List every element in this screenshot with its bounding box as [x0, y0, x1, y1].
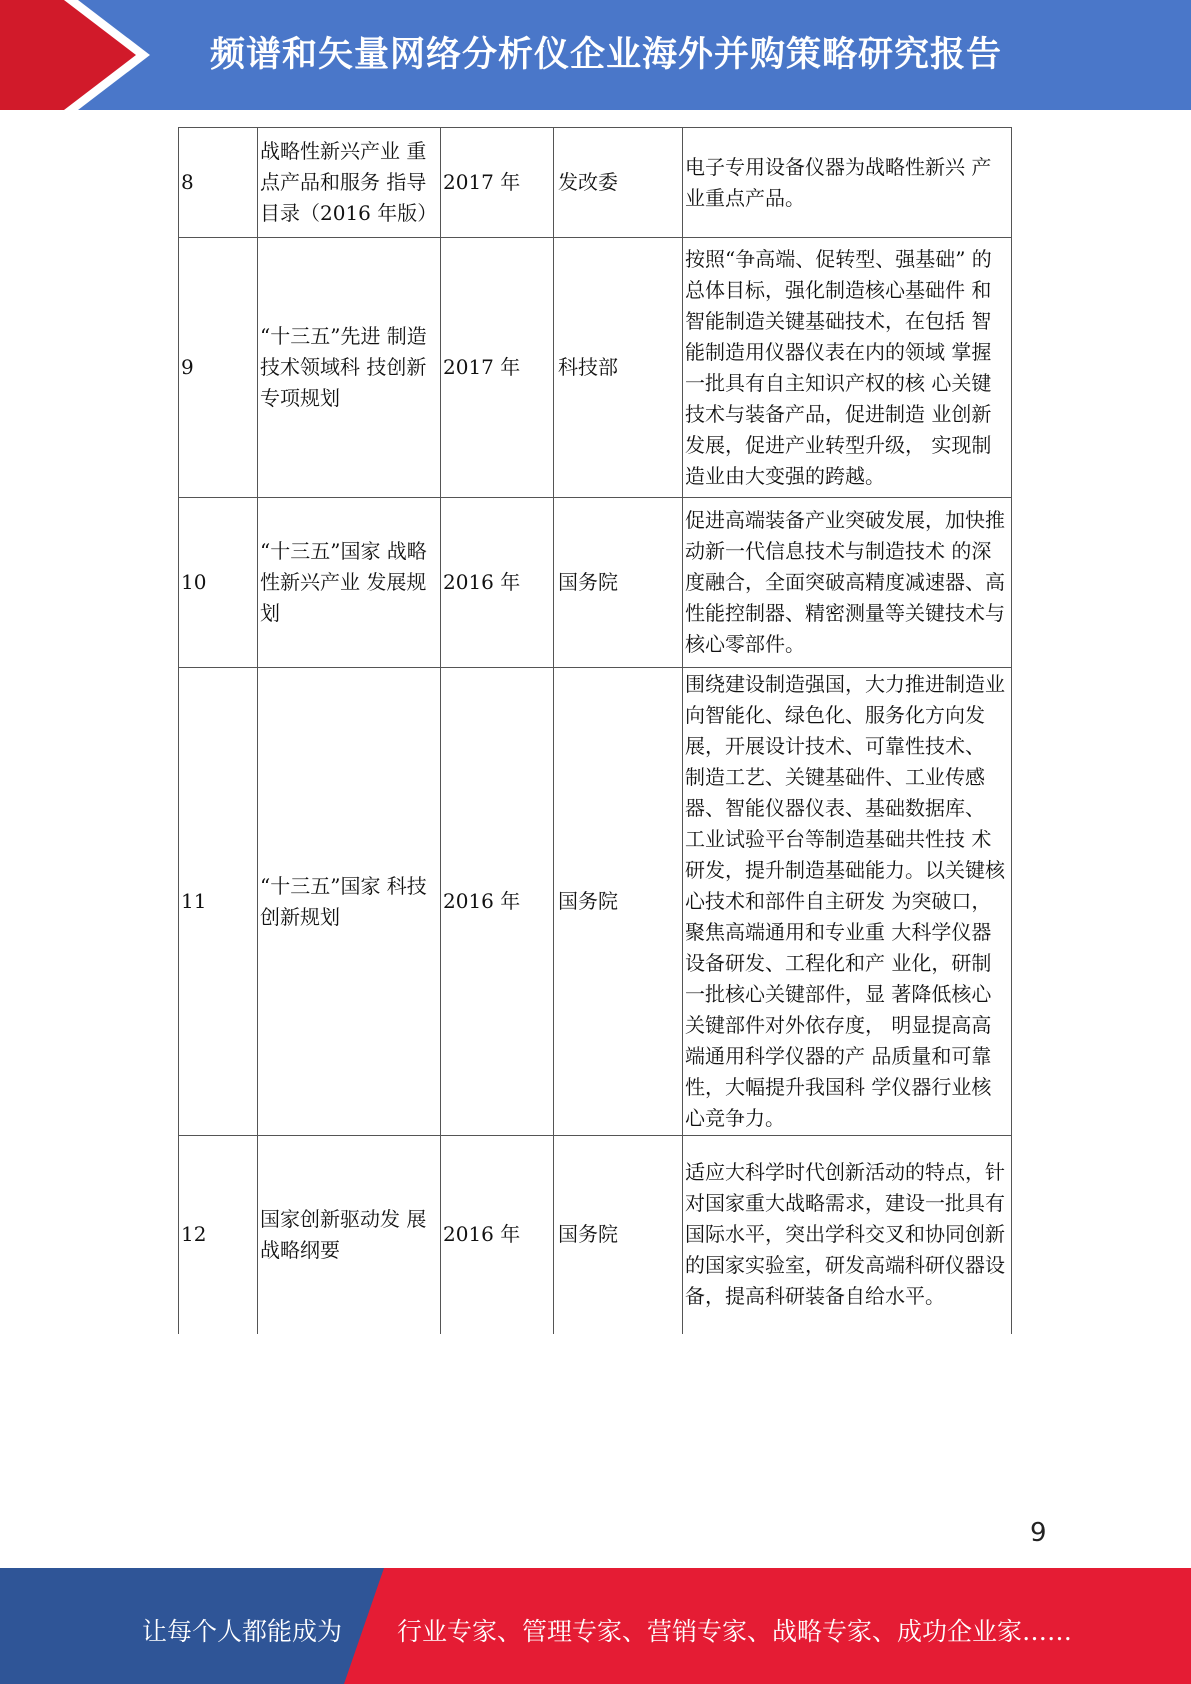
row-number: 9 [179, 238, 258, 498]
row-number: 10 [179, 498, 258, 668]
table-row [179, 128, 1012, 238]
policy-department: 国务院 [554, 1136, 683, 1334]
policy-name: “十三五”国家 科技创新规划 [258, 668, 441, 1136]
policy-description: 电子专用设备仪器为战略性新兴 产业重点产品。 [683, 128, 1012, 238]
table-row [179, 668, 1012, 1136]
policy-year: 2016 年 [441, 668, 554, 1136]
page-number: 9 [1030, 1518, 1047, 1548]
table-row [179, 498, 1012, 668]
policy-department: 国务院 [554, 668, 683, 1136]
policy-description: 促进高端装备产业突破发展，加快推动新一代信息技术与制造技术 的深度融合，全面突破高精度减速器、高性能控制器、精密测量等关键技术与核心零部件。 [683, 498, 1012, 668]
footer-slogan-left: 让每个人都能成为 [142, 1617, 343, 1646]
header-bar [0, 0, 1191, 110]
policy-name: “十三五”先进 制造技术领域科 技创新专项规划 [258, 238, 441, 498]
policy-name: 战略性新兴产业 重点产品和服务 指导目录（2016 年版） [258, 128, 441, 238]
policy-year: 2016 年 [441, 1136, 554, 1334]
policy-year: 2017 年 [441, 238, 554, 498]
policy-description: 按照“争高端、促转型、强基础” 的总体目标，强化制造核心基础件 和智能制造关键基础技术，在包括 智能制造用仪器仪表在内的领域 掌握一批具有自主知识产权的核 心关键技术与装备产品，促进制造 业创新发展，促进产业转型升级， 实现制造业由大变强的跨越。 [683, 238, 1012, 498]
policy-name: “十三五”国家 战略性新兴产业 发展规划 [258, 498, 441, 668]
footer-slogan-right: 行业专家、管理专家、营销专家、战略专家、成功企业家…… [397, 1617, 1073, 1646]
row-number: 8 [179, 128, 258, 238]
table-row [179, 238, 1012, 498]
policy-department: 发改委 [554, 128, 683, 238]
policy-year: 2017 年 [441, 128, 554, 238]
row-number: 12 [179, 1136, 258, 1334]
policy-description: 围绕建设制造强国，大力推进制造业向智能化、绿色化、服务化方向发展，开展设计技术、可靠性技术、 制造工艺、关键基础件、工业传感 器、智能仪器仪表、基础数据库、 工业试验平台等制造基础共性技 术研发，提升制造基础能力。以关键核心技术和部件自主研发 为突破口，聚焦高端通用和专业重 大科学仪器设备研发、工程化和产 业化，研制一批核心关键部件，显 著降低核心关键部件对外依存度， 明显提高高端通用科学仪器的产 品质量和可靠性，大幅提升我国科 学仪器行业核心竞争力。 [683, 668, 1012, 1136]
policy-table [178, 127, 1012, 1334]
policy-department: 国务院 [554, 498, 683, 668]
policy-description: 适应大科学时代创新活动的特点，针对国家重大战略需求，建设一批具有国际水平，突出学科交叉和协同创新的国家实验室，研发高端科研仪器设备，提高科研装备自给水平。 [683, 1136, 1012, 1334]
row-number: 11 [179, 668, 258, 1136]
policy-year: 2016 年 [441, 498, 554, 668]
table-row [179, 1136, 1012, 1334]
policy-department: 科技部 [554, 238, 683, 498]
report-title: 频谱和矢量网络分析仪企业海外并购策略研究报告 [210, 35, 1003, 75]
policy-name: 国家创新驱动发 展战略纲要 [258, 1136, 441, 1334]
